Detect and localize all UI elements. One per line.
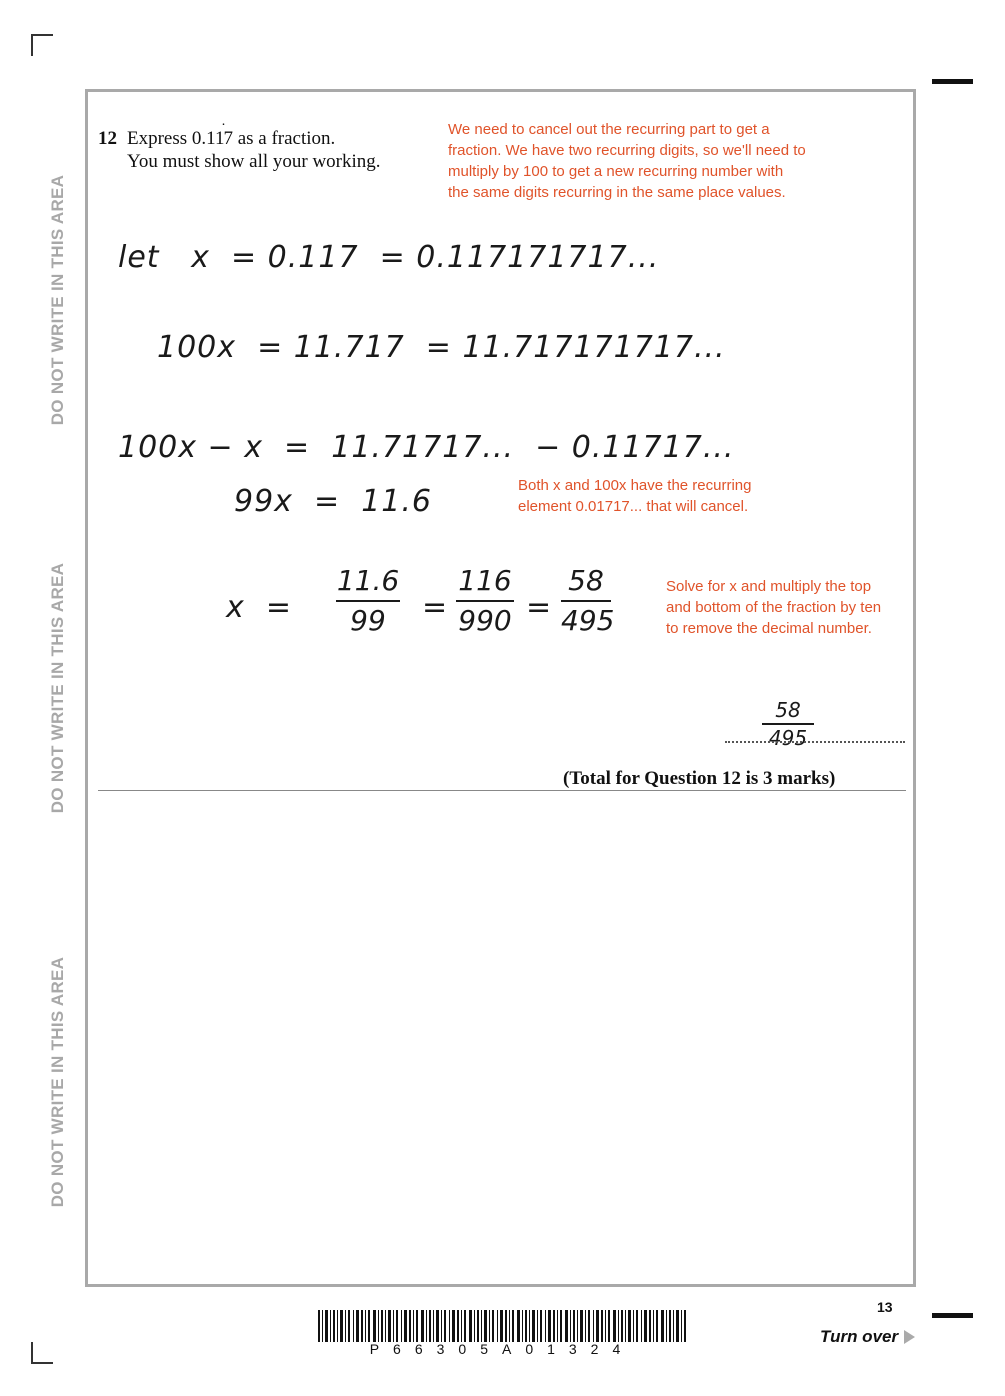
margin-tick-top — [932, 79, 973, 84]
total-marks: (Total for Question 12 is 3 marks) — [563, 768, 836, 789]
crop-mark-top-left — [31, 34, 33, 56]
note-recurring: We need to cancel out the recurring part to get a fraction. We have two recurring digits, so we'll need to multiply by 100 to get a new recurring number with the same digits recurring in the same place values. — [448, 121, 806, 201]
working-line-4: 99x = 11.6 — [234, 484, 433, 519]
working-line-2: 100x = 11.717 = 11.717171717... — [157, 330, 726, 365]
note-cancel: Both x and 100x have the recurring element 0.01717... that will cancel. — [518, 477, 752, 515]
question-instruction: You must show all your working. — [127, 151, 381, 172]
answer-fraction: 58 495 — [762, 699, 814, 749]
page-number: 13 — [877, 1299, 893, 1315]
recurring-digit: 1 — [214, 128, 225, 149]
crop-mark-bottom-left — [31, 1342, 33, 1364]
equals-sign: = — [526, 590, 553, 625]
fraction-1: 11.6 99 — [336, 564, 400, 637]
barcode — [318, 1310, 686, 1342]
equals-sign: = — [422, 590, 449, 625]
question-text: Express 0.117 as a fraction. — [127, 128, 336, 149]
crop-mark-top-left — [31, 34, 53, 36]
arrow-right-icon — [904, 1330, 915, 1344]
divider — [98, 790, 906, 791]
fraction-2: 116 990 — [456, 564, 514, 638]
crop-mark-bottom-left — [31, 1362, 53, 1364]
barcode-text: P66305A01324 — [369, 1341, 635, 1357]
question-number: 12 — [98, 128, 117, 149]
answer-line — [725, 741, 905, 743]
recurring-digit: 7 — [223, 128, 233, 149]
x-equals: x = — [226, 590, 292, 625]
fraction-3: 58 495 — [561, 564, 615, 637]
working-line-1: let x = 0.117 = 0.117171717... — [118, 240, 660, 275]
working-line-3: 100x − x = 11.71717... − 0.11717... — [118, 430, 735, 465]
turn-over-label: Turn over — [820, 1327, 899, 1346]
margin-tick-bottom — [932, 1313, 973, 1318]
note-solve: Solve for x and multiply the top and bottom of the fraction by ten to remove the decimal number. — [666, 578, 882, 637]
